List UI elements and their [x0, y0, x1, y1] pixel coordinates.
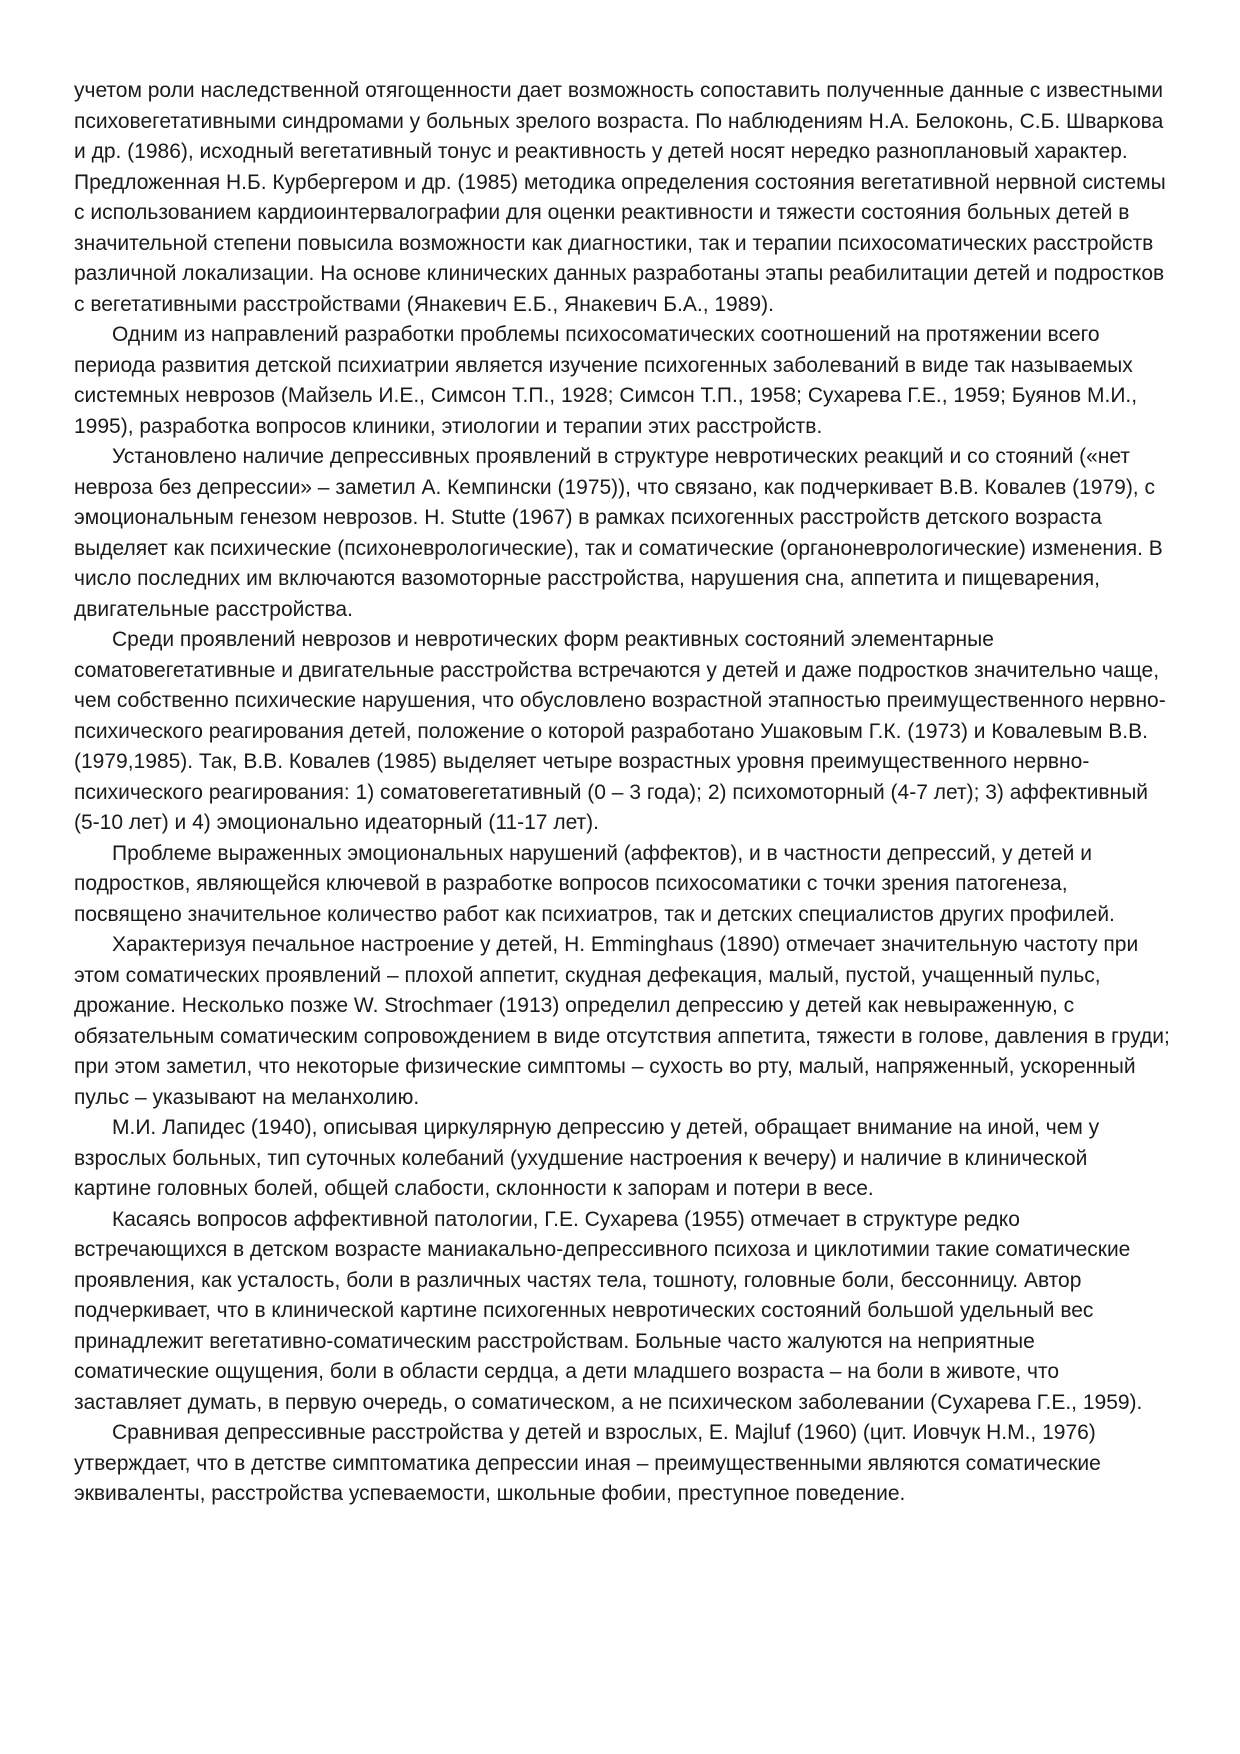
document-page [74, 76, 1170, 1510]
paragraph-3: Установлено наличие депрессивных проявлений в структуре невротических реакций и со стояний («нет невроза без депрессии» – заметил А. Кемпински (1975)), что связано, как подчеркивает В.В. Ковалев (1979), с эмоциональным генезом неврозов. H. Stutte (1967) в рамках психогенных расстройств детского возраста выделяет как психические (психоневрологические), так и соматические (органоневрологические) изменения. В число последних им включаются вазомоторные расстройства, нарушения сна, аппетита и пищеварения, двигательные расстройства. [74, 445, 1163, 621]
paragraph-5: Проблеме выраженных эмоциональных нарушений (аффектов), и в частности депрессий, у детей и подростков, являющейся ключевой в разработке вопросов психосоматики с точки зрения патогенеза, посвящено значительное количество работ как психиатров, так и детских специалистов других профилей. [74, 841, 1115, 926]
paragraph-6: Характеризуя печальное настроение у детей, H. Emminghaus (1890) отмечает значительную частоту при этом соматических проявлений – плохой аппетит, скудная дефекация, малый, пустой, учащенный пульс, дрожание. Несколько позже W. Strochmaer (1913) определил депрессию у детей как невыраженную, с обязательным соматическим сопровождением в виде отсутствия аппетита, тяжести в голове, давления в груди; при этом заметил, что некоторые физические симптомы – сухость во рту, малый, напряженный, ускоренный пульс – указывают на меланхолию. [74, 933, 1170, 1109]
paragraph-2: Одним из направлений разработки проблемы психосоматических соотношений на протяжении всего периода развития детской психиатрии является изучение психогенных заболеваний в виде так называемых системных неврозов (Майзель И.Е., Симсон Т.П., 1928; Симсон Т.П., 1958; Сухарева Г.Е., 1959; Буянов М.И., 1995), разработка вопросов клиники, этиологии и терапии этих расстройств. [74, 323, 1138, 438]
paragraph-8: Касаясь вопросов аффективной патологии, Г.Е. Сухарева (1955) отмечает в структуре редко встречающихся в детском возрасте маниакально-депрессивного психоза и циклотимии такие соматические проявления, как усталость, боли в различных частях тела, тошноту, головные боли, бессонницу. Автор подчеркивает, что в клинической картине психогенных невротических состояний большой удельный вес принадлежит вегетативно-соматическим расстройствам. Больные часто жалуются на неприятные соматические ощущения, боли в области сердца, а дети младшего возраста – на боли в животе, что заставляет думать, в первую очередь, о соматическом, а не психическом заболевании (Сухарева Г.Е., 1959). [74, 1207, 1143, 1414]
paragraph-9: Сравнивая депрессивные расстройства у детей и взрослых, E. Majluf (1960) (цит. Иовчук Н.М., 1976) утверждает, что в детстве симптоматика депрессии иная – преимущественными являются соматические эквиваленты, расстройства успеваемости, школьные фобии, преступное поведение. [74, 1421, 1101, 1505]
paragraph-1: учетом роли наследственной отягощенности дает возможность сопоставить полученные данные с известными психовегетативными синдромами у больных зрелого возраста. По наблюдениям Н.А. Белоконь, С.Б. Шваркова и др. (1986), исходный вегетативный тонус и реактивность у детей носят нередко разноплановый характер. Предложенная Н.Б. Курбергером и др. (1985) методика определения состояния вегетативной нервной системы с использованием кардиоинтервалографии для оценки реактивности и тяжести состояния больных детей в значительной степени повысила возможности как диагностики, так и терапии психосоматических расстройств различной локализации. На основе клинических данных разработаны этапы реабилитации детей и подростков с вегетативными расстройствами (Янакевич Е.Б., Янакевич Б.А., 1989). [74, 79, 1166, 316]
paragraph-7: М.И. Лапидес (1940), описывая циркулярную депрессию у детей, обращает внимание на иной, чем у взрослых больных, тип суточных колебаний (ухудшение настроения к вечеру) и наличие в клинической картине головных болей, общей слабости, склонности к запорам и потери в весе. [74, 1116, 1100, 1200]
paragraph-4: Среди проявлений неврозов и невротических форм реактивных состояний элементарные соматовегетативные и двигательные расстройства встречаются у детей и даже подростков значительно чаще, чем собственно психические нарушения, что обусловлено возрастной этапностью преимущественного нервно-психического реагирования детей, положение о которой разработано Ушаковым Г.К. (1973) и Ковалевым В.В. (1979,1985). Так, В.В. Ковалев (1985) выделяет четыре возрастных уровня преимущественного нервно-психического реагирования: 1) соматовегетативный (0 – 3 года); 2) психомоторный (4-7 лет); 3) аффективный (5-10 лет) и 4) эмоционально идеаторный (11-17 лет). [74, 628, 1166, 834]
